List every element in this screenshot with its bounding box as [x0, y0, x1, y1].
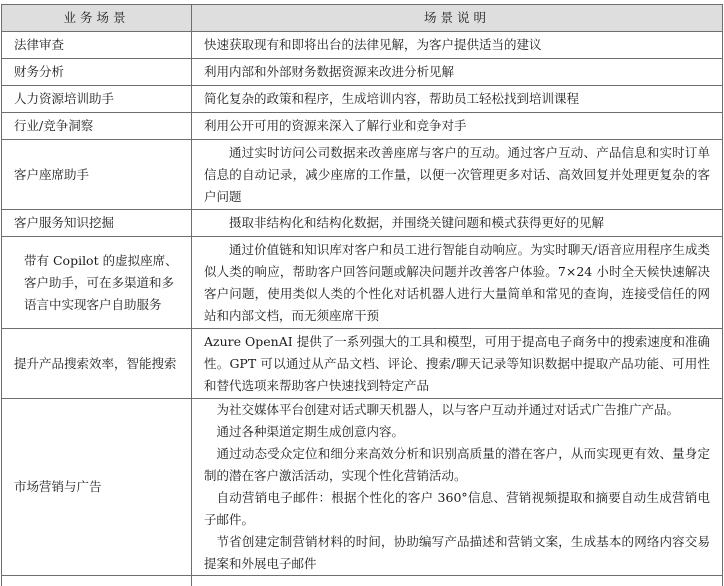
table-row — [2, 86, 723, 113]
table-row — [2, 399, 723, 576]
table-row — [2, 237, 723, 329]
table-row — [2, 32, 723, 59]
table-row — [2, 210, 723, 237]
table-row — [2, 329, 723, 399]
scenario-legal-review: 法律审查 — [2, 32, 192, 59]
description-product-search: Azure OpenAI 提供了一系列强大的工具和模型，可用于提高电子商务中的搜索速度和准确性。GPT 可以通过从产品文档、评论、搜索/聊天记录等知识数据中提取产品功能、可用性和替代选项来帮助客户快速找到特定产品 — [204, 331, 710, 397]
description-industry-insight: 利用公开可用的资源来深入了解行业和竞争对手 — [192, 113, 723, 140]
scenario-industry-insight: 行业/竞争洞察 — [2, 113, 192, 140]
description-legal-review: 快速获取现有和即将出台的法律见解，为客户提供适当的建议 — [192, 32, 723, 59]
business-scenario-table — [1, 4, 723, 586]
scenario-knowledge-mining: 客户服务知识挖掘 — [2, 210, 192, 237]
scenario-product-search: 提升产品搜索效率，智能搜索 — [2, 329, 192, 399]
scenario-hr-training: 人力资源培训助手 — [2, 86, 192, 113]
scenario-agent-assistant: 客户座席助手 — [2, 140, 192, 210]
marketing-item: 通过各种渠道定期生成创意内容。 — [204, 421, 710, 443]
description-marketing — [192, 399, 723, 576]
scenario-virtual-agent: 带有 Copilot 的虚拟座席、客户助手，可在多渠道和多语言中实现客户自助服务 — [2, 237, 192, 329]
marketing-item: 通过动态受众定位和细分来高效分析和识别高质量的潜在客户，从而实现更有效、量身定制的潜在客户激活活动，实现个性化营销活动。 — [204, 443, 710, 487]
marketing-item: 为社交媒体平台创建对话式聊天机器人，以与客户互动并通过对话式广告推广产品。 — [204, 399, 710, 421]
scenario-financial-analysis: 财务分析 — [2, 59, 192, 86]
table-row — [2, 140, 723, 210]
marketing-item: 节省创建定制营销材料的时间，协助编写产品描述和营销文案，生成基本的网络内容交易提案和外展电子邮件 — [204, 531, 710, 575]
description-knowledge-mining: 摄取非结构化和结构化数据，并围绕关键问题和模式获得更好的见解 — [204, 212, 710, 234]
table-row-continuation — [2, 576, 723, 586]
scenario-marketing: 市场营销与广告 — [2, 399, 192, 576]
table-header-row — [2, 5, 723, 32]
description-virtual-agent: 通过价值链和知识库对客户和员工进行智能自动响应。为实时聊天/语音应用程序生成类似人类的响应，帮助客户回答问题或解决问题并改善客户体验。7×24 小时全天候快速解决客户问题，使用类似人类的个性化对话机器人进行大量简单和常见的查询，连接受信任的网站和内部文档，而无须座席干预 — [204, 239, 710, 327]
description-hr-training: 简化复杂的政策和程序，生成培训内容，帮助员工轻松找到培训课程 — [192, 86, 723, 113]
description-financial-analysis: 利用内部和外部财务数据资源来改进分析见解 — [192, 59, 723, 86]
header-scenario-description: 场景说明 — [192, 5, 723, 32]
table-row — [2, 113, 723, 140]
table-row — [2, 59, 723, 86]
marketing-item: 自动营销电子邮件：根据个性化的客户 360°信息、营销视频提取和摘要自动生成营销电子邮件。 — [204, 487, 710, 531]
description-agent-assistant: 通过实时访问公司数据来改善座席与客户的互动。通过客户互动、产品信息和实时订单信息的自动记录，减少座席的工作量，以便一次管理更多对话、高效回复并处理更复杂的客户问题 — [204, 142, 710, 208]
header-business-scenario: 业务场景 — [2, 5, 192, 32]
